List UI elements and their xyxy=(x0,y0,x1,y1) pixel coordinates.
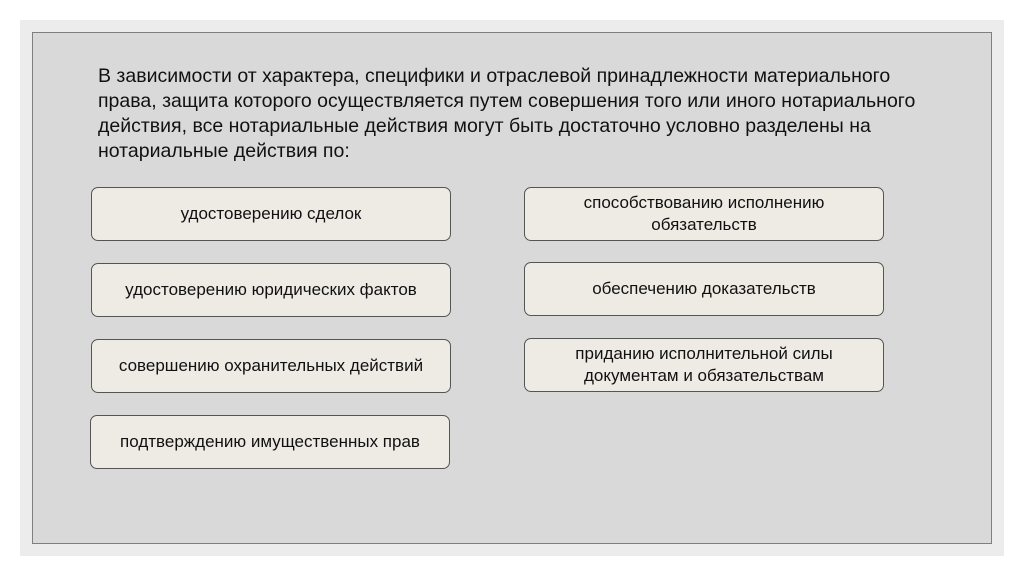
category-box-evidence-securing xyxy=(524,262,884,316)
category-box-property-rights-confirmation xyxy=(90,415,450,469)
category-label: удостоверению юридических фактов xyxy=(125,280,417,299)
category-box-legal-facts-certification xyxy=(91,263,451,317)
category-box-transaction-certification xyxy=(91,187,451,241)
category-box-obligations-fulfillment xyxy=(524,187,884,241)
category-label: совершению охранительных действий xyxy=(118,356,424,375)
category-box-enforcement-force xyxy=(524,338,884,392)
category-label: способствованию исполнению обязательств xyxy=(583,193,825,234)
category-label: обеспечению доказательств xyxy=(592,279,816,298)
category-label: приданию исполнительной силы документам и обязательствам xyxy=(575,344,833,385)
intro-paragraph: В зависимости от характера, специфики и отраслевой принадлежности материального права, защита которого осуществляется путем совершения того или иного нотариального действия, все нотариальные действия могут быть достаточно условно разделены на нотариальные действия по: xyxy=(98,65,916,162)
category-box-protective-actions xyxy=(91,339,451,393)
category-label: подтверждению имущественных прав xyxy=(120,432,420,451)
category-label: удостоверению сделок xyxy=(180,204,362,223)
